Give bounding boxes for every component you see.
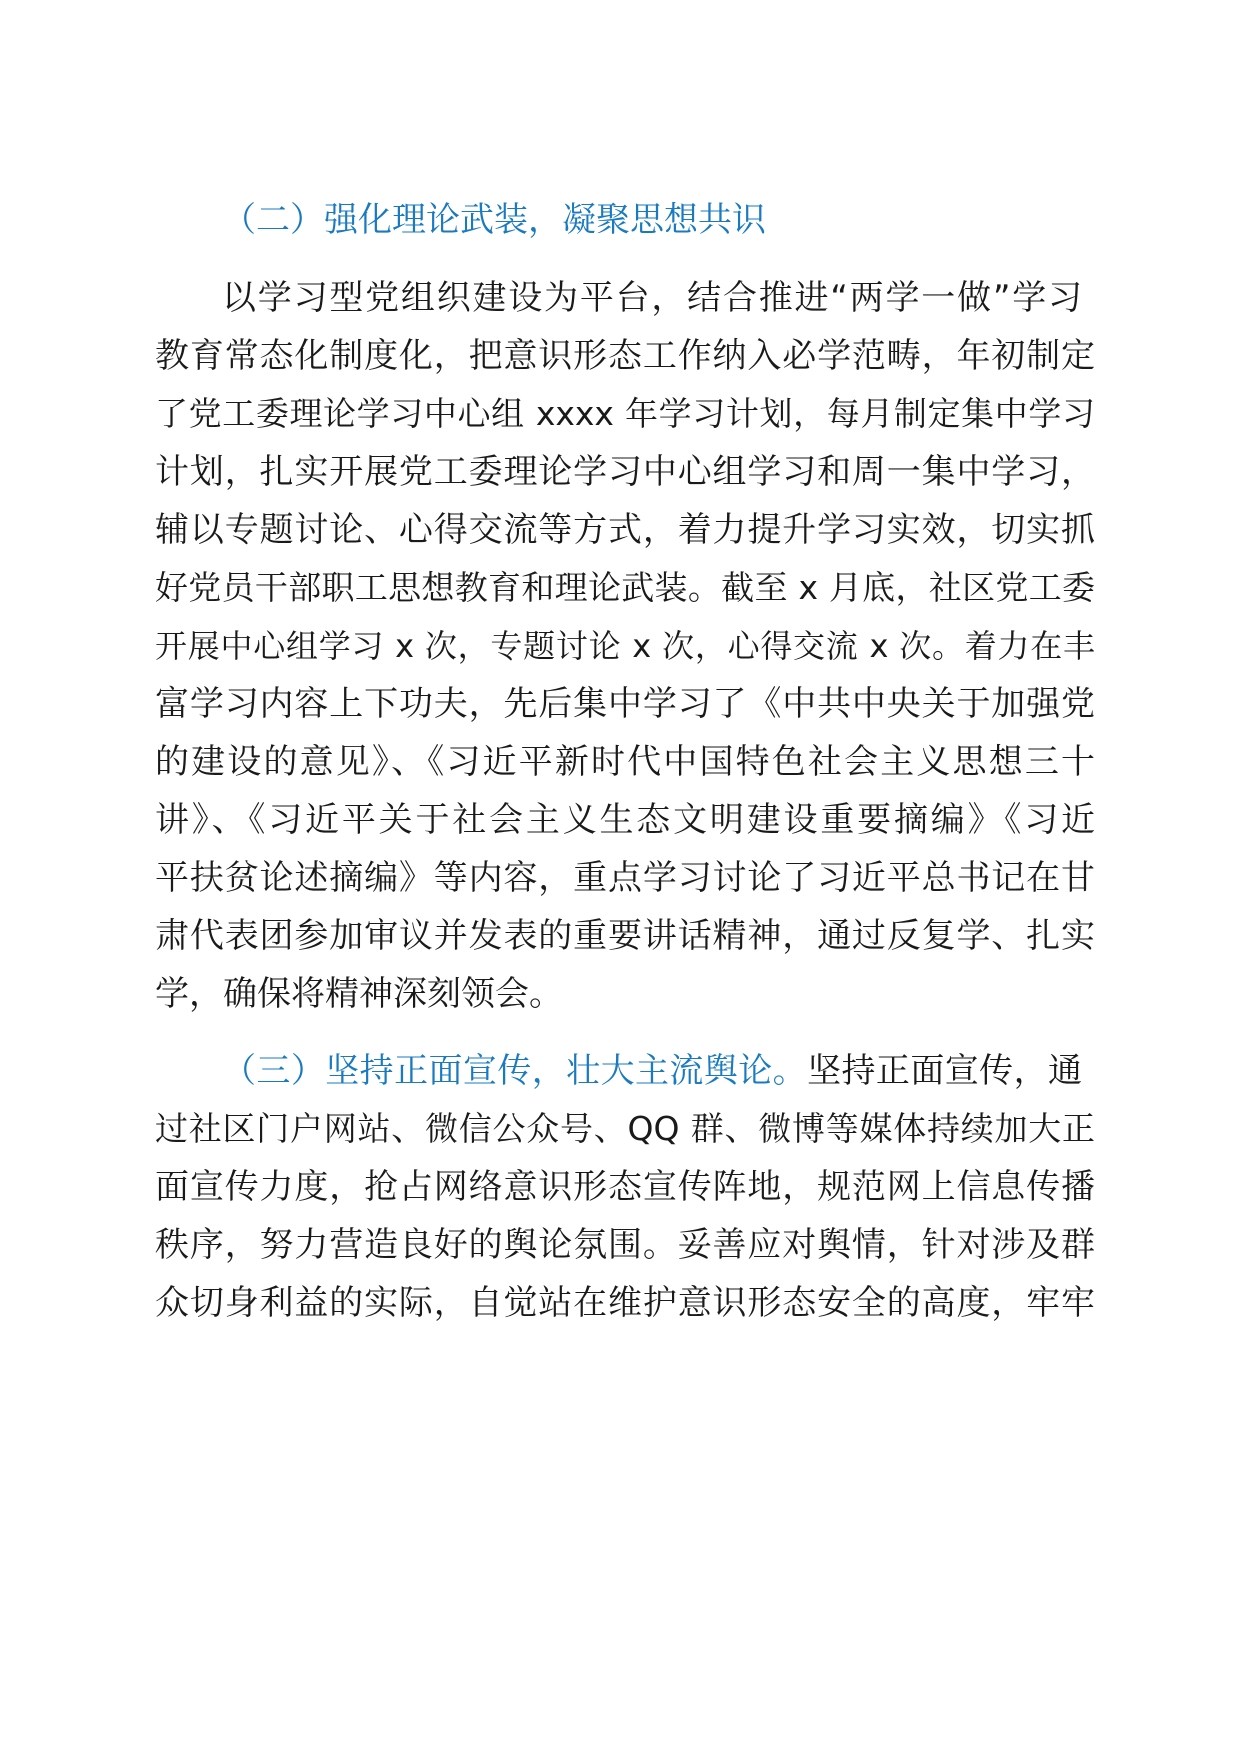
section-2-line-5: 辅以专题讨论、心得交流等方式，着力提升学习实效，切实抓 <box>155 510 1095 550</box>
section-2-line-7: 开展中心组学习 x 次，专题讨论 x 次，心得交流 x 次。着力在丰 <box>155 627 1095 665</box>
section-3-line-4: 秩序，努力营造良好的舆论氛围。妥善应对舆情，针对涉及群 <box>155 1225 1095 1265</box>
section-3-line-5: 众切身利益的实际，自觉站在维护意识形态安全的高度，牢牢 <box>155 1283 1095 1323</box>
section-2-line-13: 学，确保将精神深刻领会。 <box>155 974 563 1014</box>
section-3-first-line-rest: 坚持正面宣传，通 <box>807 1051 1083 1091</box>
section-3-heading: （三）坚持正面宣传，壮大主流舆论。 <box>222 1051 808 1091</box>
section-2-line-2: 教育常态化制度化，把意识形态工作纳入必学范畴，年初制定 <box>155 336 1095 376</box>
section-2-line-6: 好党员干部职工思想教育和理论武装。截至 x 月底，社区党工委 <box>155 568 1095 607</box>
section-3-line-3: 面宣传力度，抢占网络意识形态宣传阵地，规范网上信息传播 <box>155 1167 1095 1207</box>
section-2-line-8: 富学习内容上下功夫，先后集中学习了《中共中央关于加强党 <box>155 684 1095 724</box>
section-2-heading: （二）强化理论武装，凝聚思想共识 <box>222 200 766 240</box>
section-2-line-4: 计划，扎实开展党工委理论学习中心组学习和周一集中学习， <box>155 452 1095 492</box>
section-2-line-11: 平扶贫论述摘编》等内容，重点学习讨论了习近平总书记在甘 <box>155 858 1095 898</box>
section-2-line-3: 了党工委理论学习中心组 xxxx 年学习计划，每月制定集中学习 <box>155 394 1095 433</box>
section-2-line-1: 以学习型党组织建设为平台，结合推进“两学一做”学习 <box>222 278 1082 318</box>
section-2-line-9: 的建设的意见》、《习近平新时代中国特色社会主义思想三十 <box>155 742 1095 782</box>
section-3-line-2: 过社区门户网站、微信公众号、QQ 群、微博等媒体持续加大正 <box>155 1109 1095 1148</box>
section-3-first-line <box>222 1049 1082 1093</box>
section-2-line-10: 讲》、《习近平关于社会主义生态文明建设重要摘编》《习近 <box>155 800 1095 840</box>
section-2-line-12: 肃代表团参加审议并发表的重要讲话精神，通过反复学、扎实 <box>155 916 1095 956</box>
